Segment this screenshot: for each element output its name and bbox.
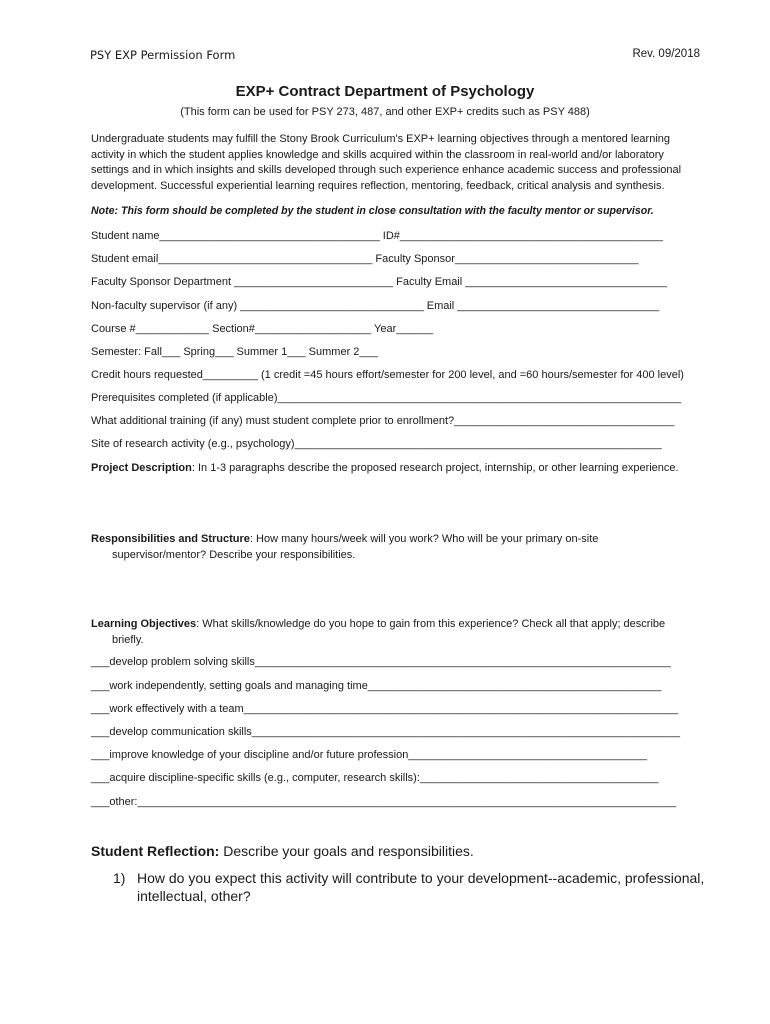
student-email-sponsor-field[interactable]: Student email___________________________________ Faculty Sponsor______________________________: [91, 253, 639, 265]
objective-teamwork[interactable]: ___work effectively with a team_______________________________________________________________________: [91, 703, 679, 715]
semester-field[interactable]: Semester: Fall___ Spring___ Summer 1___ Summer 2___: [91, 346, 378, 358]
responsibilities-label: Responsibilities and Structure: [91, 533, 250, 545]
student-reflection-heading: [91, 843, 474, 859]
project-description-label: Project Description: [91, 462, 192, 474]
sponsor-department-email-field[interactable]: Faculty Sponsor Department __________________________ Faculty Email _________________________________: [91, 276, 668, 288]
student-reflection-text: Describe your goals and responsibilities.: [219, 843, 474, 859]
objective-other[interactable]: ___other:________________________________________________________________________________________: [91, 796, 676, 808]
question-number: 1): [113, 870, 126, 886]
responsibilities-prompt: [91, 532, 703, 563]
nonfaculty-supervisor-field[interactable]: Non-faculty supervisor (if any) ______________________________ Email _________________________________: [91, 300, 660, 312]
intro-paragraph: Undergraduate students may fulfill the Stony Brook Curriculum's EXP+ learning objectives through a mentored learning activity in which the student applies knowledge and skills acquired within the classroom in real-world and/or laboratory settings and in which insights and skills developed through such experience enhance academic success and professional development. Successful experiential learning requires reflection, mentoring, feedback, critical analysis and synthesis.: [91, 133, 682, 192]
responsibilities-text: : How many hours/week will you work? Who will be your primary on-site: [249, 533, 599, 545]
form-title: EXP+ Contract Department of Psychology: [235, 83, 535, 100]
research-site-field[interactable]: Site of research activity (e.g., psychology)____________________________________________________________: [91, 438, 662, 450]
learning-objectives-text: : What skills/knowledge do you hope to gain from this experience? Check all that apply; describe: [196, 618, 666, 630]
revision-date: Rev. 09/2018: [632, 48, 700, 60]
project-description-text: : In 1-3 paragraphs describe the proposed research project, internship, or other learning experience.: [191, 462, 679, 474]
course-section-year-field[interactable]: Course #____________ Section#___________________ Year______: [91, 323, 433, 335]
objective-work-independently[interactable]: ___work independently, setting goals and managing time________________________________________________: [91, 680, 662, 692]
student-name-id-field[interactable]: Student name____________________________________ ID#___________________________________________: [91, 230, 663, 242]
learning-objectives-label: Learning Objectives: [91, 618, 197, 630]
question-text: How do you expect this activity will contribute to your development--academic, professional, intellectual, other?: [137, 870, 705, 904]
responsibilities-text-cont: supervisor/mentor? Describe your responsibilities.: [112, 548, 356, 561]
objective-problem-solving[interactable]: ___develop problem solving skills____________________________________________________________________: [91, 656, 671, 668]
objective-discipline-knowledge[interactable]: ___improve knowledge of your discipline and/or future profession_______________________________________: [91, 749, 647, 761]
learning-objectives-prompt: [91, 617, 703, 648]
form-subtitle: (This form can be used for PSY 273, 487, and other EXP+ credits such as PSY 488): [180, 106, 590, 118]
project-description-prompt: [91, 462, 679, 474]
training-field[interactable]: What additional training (if any) must student complete prior to enrollment?____________________________________: [91, 415, 675, 427]
objective-discipline-skills[interactable]: ___acquire discipline-specific skills (e.g., computer, research skills):_______________________________________: [91, 772, 659, 784]
objective-communication[interactable]: ___develop communication skills______________________________________________________________________: [91, 726, 681, 738]
prerequisites-field[interactable]: Prerequisites completed (if applicable)__________________________________________________________________: [91, 392, 682, 404]
instruction-note: Note: This form should be completed by the student in close consultation with the faculty mentor or supervisor.: [91, 205, 654, 217]
learning-objectives-text-cont: briefly.: [112, 633, 144, 646]
credit-hours-field[interactable]: Credit hours requested_________ (1 credit =45 hours effort/semester for 200 level, and =60 hours/semester for 400 level): [91, 369, 684, 381]
student-reflection-label: Student Reflection:: [91, 843, 220, 859]
form-name-header: PSY EXP Permission Form: [90, 48, 236, 62]
